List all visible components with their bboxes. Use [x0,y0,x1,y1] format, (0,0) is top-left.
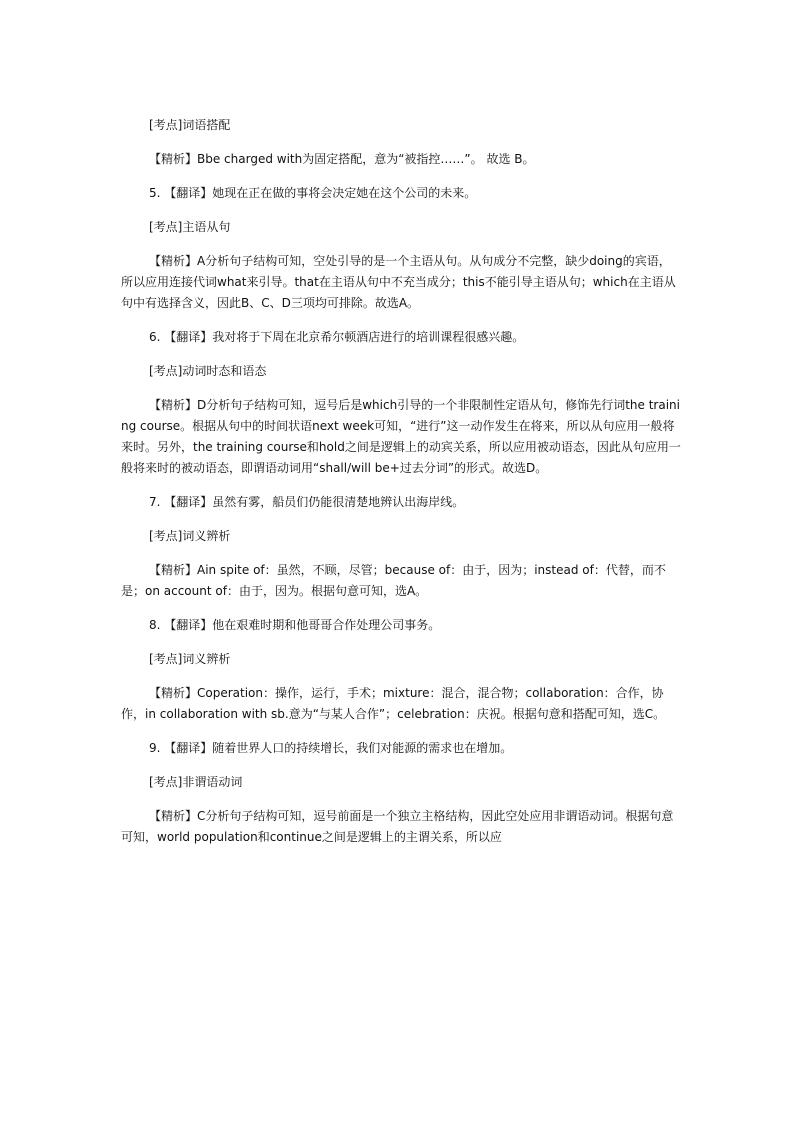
analysis-paragraph: 【精析】A分析句子结构可知，空处引导的是一个主语从句。从句成分不完整，缺少doing的宾语，所以应用连接代词what来引导。that在主语从句中不充当成分；this不能引导主语从句；which在主语从句中有选择含义，因此B、C、D三项均可排除。故选A。 [121,254,676,310]
kaodian-label: [考点]词义辨析 [149,652,231,666]
translation-paragraph: 9. 【翻译】随着世界人口的持续增长，我们对能源的需求也在增加。 [149,741,513,755]
kaodian-label: [考点]词语搭配 [149,118,231,132]
kaodian-label: [考点]动词时态和语态 [149,364,267,378]
analysis-paragraph: 【精析】D分析句子结构可知，逗号后是which引导的一个非限制性定语从句，修饰先行词the training course。根据从句中的时间状语next week可知，“进行”这一动作发生在将来，所以从句应用一般将来时。另外，the training course和hold之间是逻辑上的动宾关系，所以应用被动语态，因此从句应用一般将来时的被动语态，即谓语动词用“shall/will be+过去分词”的形式。故选D。 [121,398,681,475]
translation-paragraph: 8. 【翻译】他在艰难时期和他哥哥合作处理公司事务。 [149,618,441,632]
analysis-paragraph: 【精析】C分析句子结构可知，逗号前面是一个独立主格结构，因此空处应用非谓语动词。根据句意可知，world population和continue之间是逻辑上的主谓关系，所以应 [121,809,674,844]
kaodian-label: [考点]主语从句 [149,220,231,234]
kaodian-label: [考点]词义辨析 [149,529,231,543]
analysis-paragraph: 【精析】Coperation：操作，运行，手术；mixture：混合，混合物；collaboration：合作，协作，in collaboration with sb.意为“与某人合作”；celebration：庆祝。根据句意和搭配可知，选C。 [121,686,666,721]
analysis-paragraph: 【精析】Bbe charged with为固定搭配，意为“被指控……”。 故选 B。 [149,152,535,166]
translation-paragraph: 7. 【翻译】虽然有雾，船员们仍能很清楚地辨认出海岸线。 [149,495,465,509]
translation-paragraph: 5. 【翻译】她现在正在做的事将会决定她在这个公司的未来。 [149,186,477,200]
kaodian-label: [考点]非谓语动词 [149,775,243,789]
analysis-paragraph: 【精析】Ain spite of：虽然，不顾，尽管；because of：由于，因为；instead of：代替，而不是；on account of：由于，因为。根据句意可知，选A。 [121,563,666,598]
translation-paragraph: 6. 【翻译】我对将于下周在北京希尔顿酒店进行的培训课程很感兴趣。 [149,330,525,344]
document-body [121,115,681,848]
